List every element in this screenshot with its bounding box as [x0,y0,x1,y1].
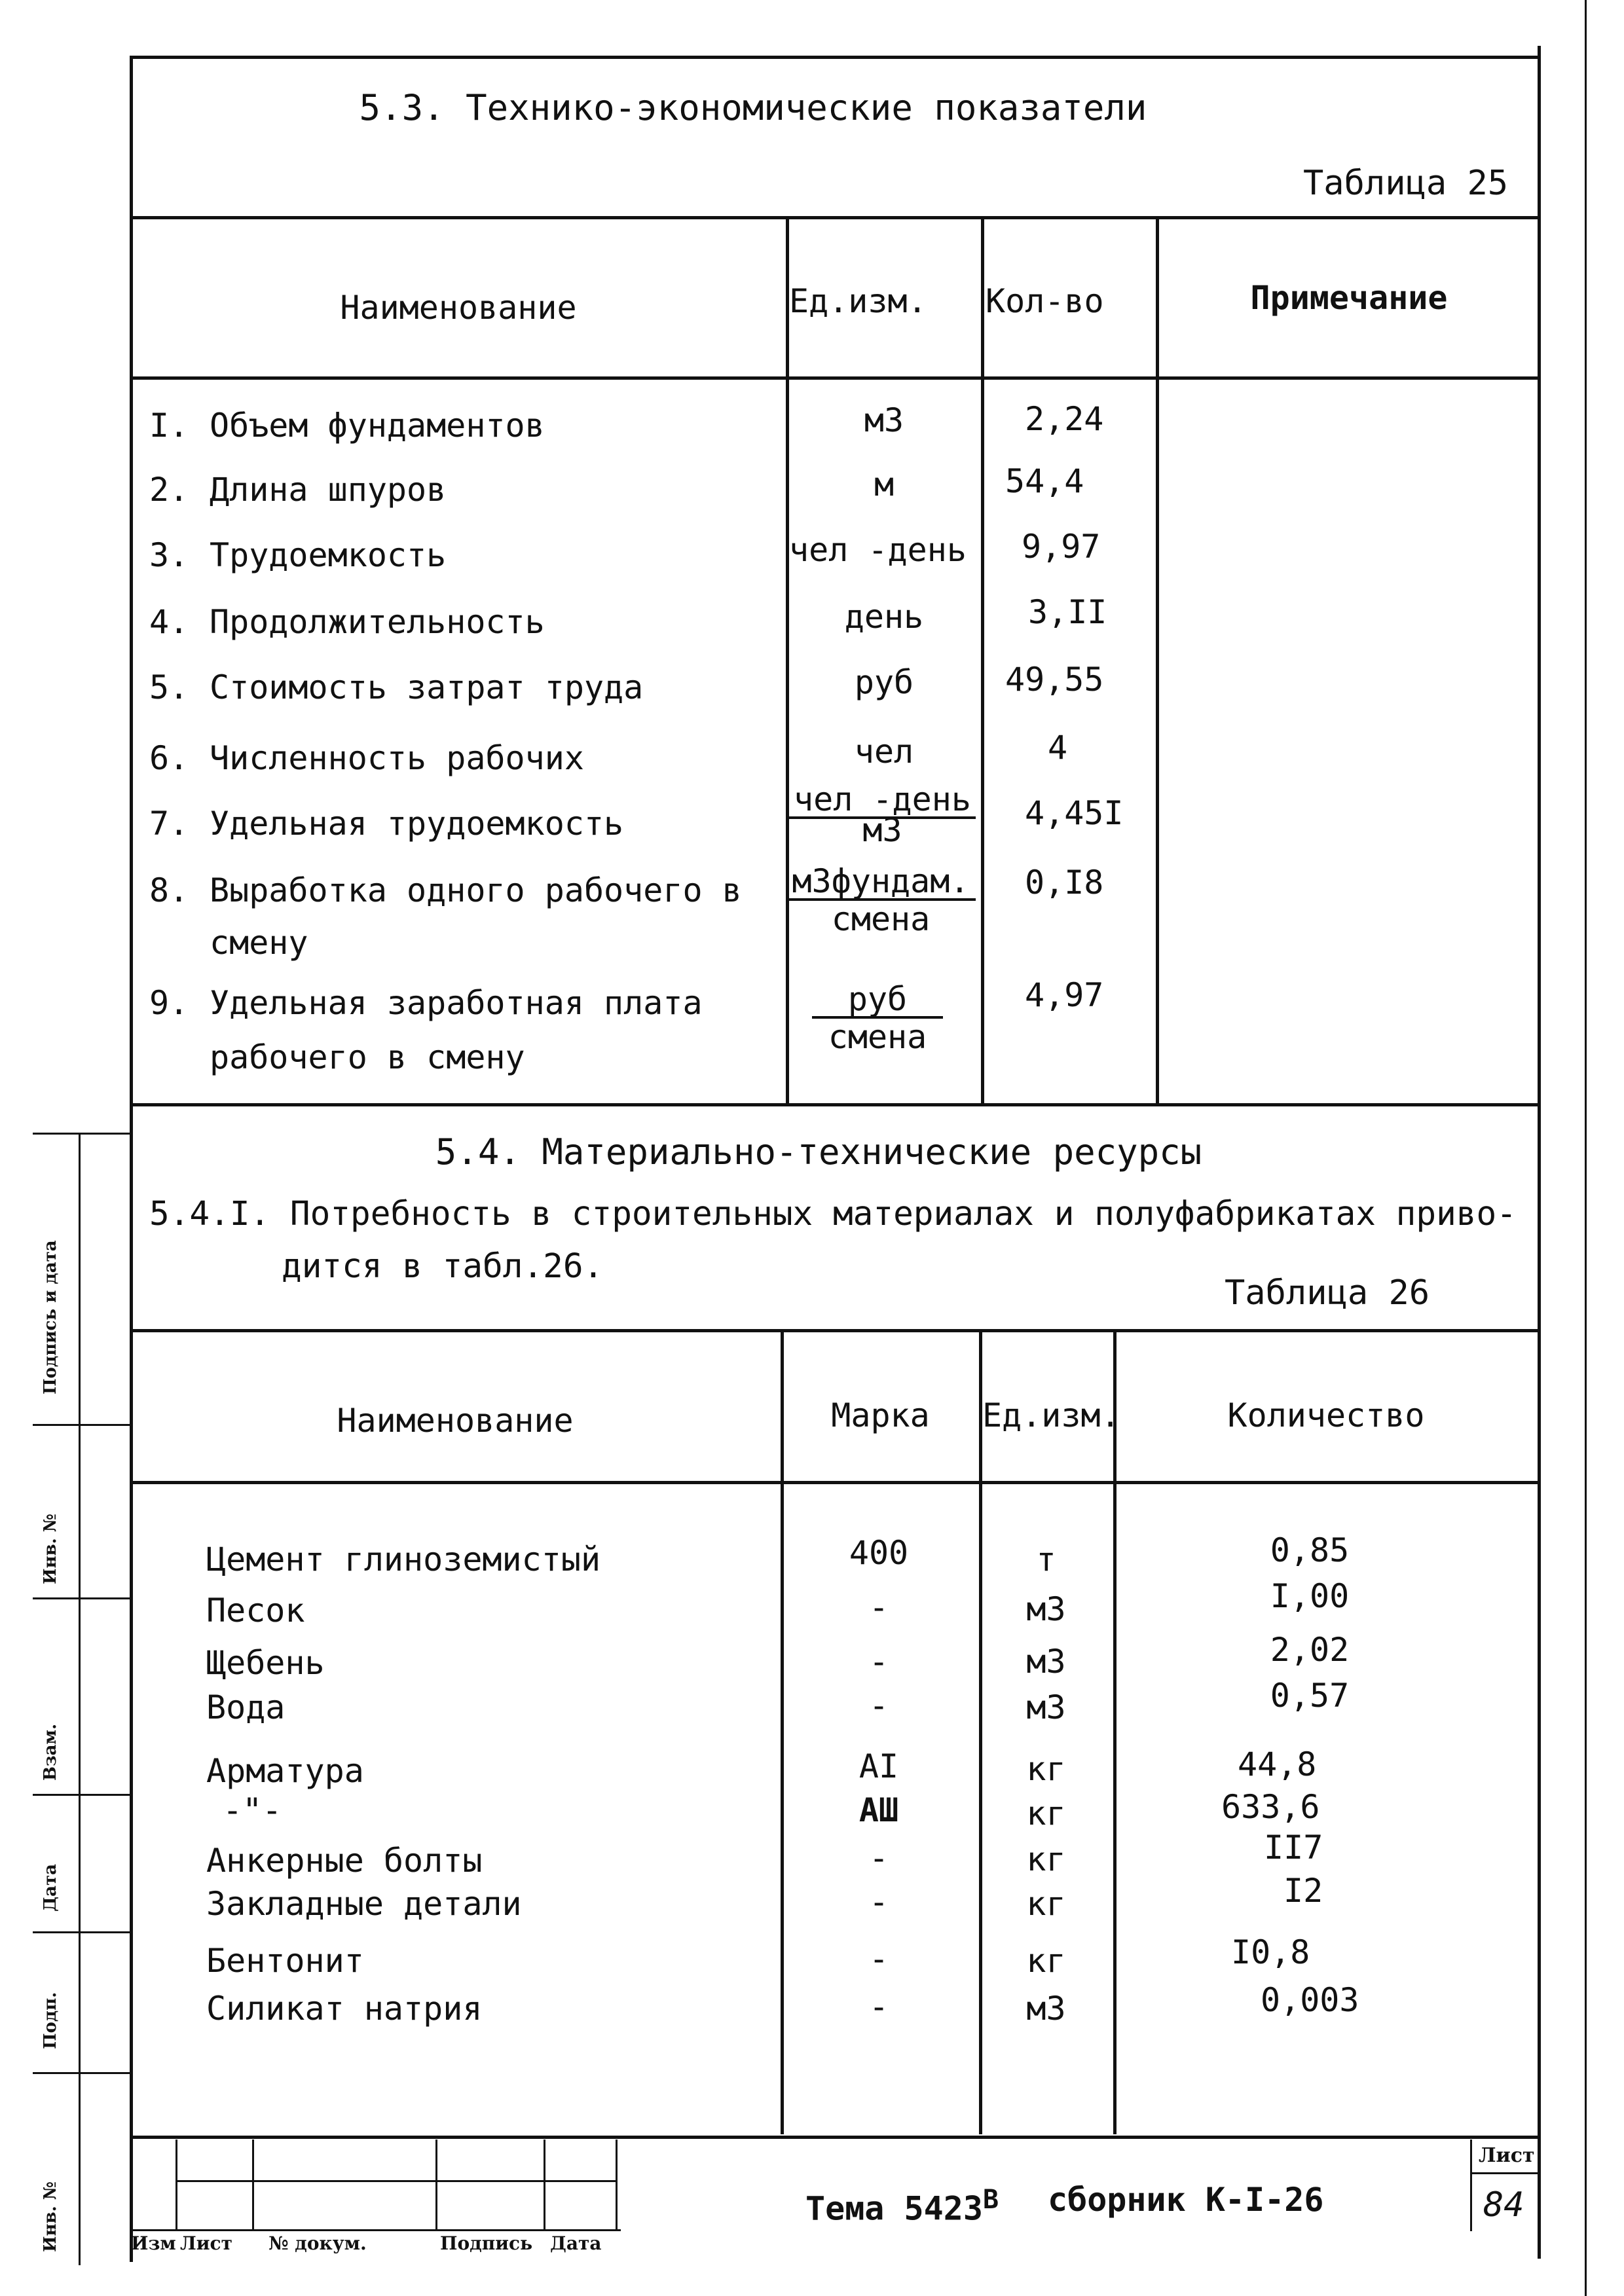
margin-label-inventory: Инв. № [41,2181,60,2252]
stamp-cell-divider [252,2140,254,2231]
sheet-cell-left-border [1470,2140,1472,2231]
margin-row-line [33,1133,130,1135]
section-53-title: 5.3. Технико-экономические показатели [359,87,1147,128]
material-brand: 400 [849,1534,909,1572]
fraction-denominator: смена [828,1018,927,1056]
table-25-col-divider-3 [1156,216,1159,1106]
material-brand: - [868,1588,889,1626]
material-unit: кг [1026,1942,1066,1980]
sheet-label: Лист [1479,2144,1535,2167]
material-unit: м3 [1026,1643,1066,1681]
stamp-label-signature: Подпись [440,2232,533,2254]
material-brand: - [868,1643,889,1681]
row-unit: чел [854,733,914,771]
table-26-col-divider-3 [1113,1329,1116,2134]
material-name: Песок [206,1592,305,1630]
table-25-header-qty: Кол-во [986,282,1104,320]
table-26-header-bottom [130,1481,1541,1484]
row-unit-fraction [789,780,976,849]
table-26-header-qty: Количество [1227,1396,1425,1434]
margin-label-signature: Подп. [41,1992,60,2049]
material-unit: кг [1026,1750,1066,1788]
table-26-top [130,1329,1541,1332]
material-name: Закладные детали [206,1885,522,1923]
material-unit: кг [1026,1840,1066,1878]
material-name: Щебень [206,1644,325,1682]
stamp-label-change: Изм [131,2232,176,2254]
row-number: 8. [149,871,189,909]
material-name: Арматура [206,1752,364,1790]
margin-column-line [79,1133,81,2265]
sheet-cell-divider [1470,2172,1539,2174]
sheet-number: 84 [1483,2185,1524,2225]
row-qty: 2,24 [1025,400,1104,438]
material-qty: 44,8 [1238,1745,1317,1783]
row-name: Объем фундаментов [210,407,545,445]
row-name: Численность рабочих [210,739,584,777]
row-unit-fraction [812,982,943,1055]
margin-row-line [33,2072,130,2074]
stamp-cell-divider [616,2140,618,2231]
material-unit: м3 [1026,1688,1066,1726]
material-qty: 0,57 [1270,1677,1350,1715]
row-name-continued: рабочего в смену [210,1038,525,1076]
stamp-label-date: Дата [550,2232,602,2254]
material-qty: I0,8 [1231,1933,1310,1971]
material-qty: 2,02 [1270,1631,1350,1669]
margin-row-line [33,1424,130,1426]
page-edge-line [1585,0,1587,2296]
stamp-label-doc-number: № докум. [268,2232,367,2254]
material-unit: кг [1026,1795,1066,1832]
row-qty: 4 [1048,729,1068,767]
material-name: Бентонит [206,1942,364,1980]
material-brand: - [868,1883,889,1921]
row-name: Выработка одного рабочего в [210,871,742,909]
material-name: Анкерные болты [206,1842,483,1880]
row-qty: 4,45I [1025,794,1124,832]
stamp-topic-text: Тема 5423 [805,2189,983,2228]
margin-label-date: Дата [41,1864,60,1912]
row-number: 6. [149,739,189,777]
table-25-header-unit: Ед.изм. [789,282,927,320]
table-25-col-divider-2 [981,216,984,1106]
row-qty: 49,55 [1005,661,1104,699]
row-unit: чел -день [789,531,967,569]
row-number: 2. [149,471,189,509]
table-25-header-name: Наименование [340,289,577,327]
margin-row-line [33,1597,130,1599]
stamp-topic [805,2180,999,2229]
material-name: Цемент глиноземистый [206,1540,601,1578]
fraction-denominator: м3 [862,811,902,849]
material-brand: AШ [858,1791,899,1829]
row-name: Трудоемкость [210,536,447,574]
row-name: Удельная трудоемкость [210,805,624,843]
row-name: Продолжительность [210,603,545,641]
material-name: Вода [206,1688,286,1726]
row-number: 7. [149,805,189,843]
fraction-numerator: руб [812,982,943,1019]
material-qty: II7 [1264,1829,1323,1867]
section-54-paragraph-line1: 5.4.I. Потребность в строительных материалах и полуфабрикатах приво- [149,1195,1517,1233]
material-unit: м3 [1026,1990,1066,2028]
row-number: 4. [149,603,189,641]
table-26-label: Таблица 26 [1225,1273,1430,1313]
stamp-row-line [175,2180,616,2182]
material-qty: I2 [1283,1872,1323,1910]
material-unit: кг [1026,1885,1066,1923]
margin-label-replacement: Взам. [41,1723,60,1781]
row-name: Длина шпуров [210,471,447,509]
table-25-header-bottom [130,376,1541,380]
row-unit: руб [854,663,914,701]
frame-left-border [130,56,133,2262]
margin-label-signature-date: Подпись и дата [41,1240,60,1394]
row-name: Стоимость затрат труда [210,668,644,706]
row-qty: 3,II [1028,593,1107,631]
row-number: I. [149,407,189,445]
row-number: 9. [149,984,189,1022]
material-name: Силикат натрия [206,1990,483,2028]
section-54-paragraph-line2: дится в табл.26. [282,1247,604,1286]
margin-row-line [33,1794,130,1796]
table-25-top [130,216,1541,219]
row-qty: 54,4 [1005,462,1084,500]
stamp-top-line [130,2136,1541,2139]
section-54-title: 5.4. Материально-технические ресурсы [435,1131,1202,1173]
material-name: -"- [223,1791,282,1829]
table-25-header-note: Примечание [1250,279,1448,317]
material-qty: 0,85 [1270,1531,1350,1569]
row-qty: 0,I8 [1025,864,1104,902]
stamp-topic-superscript: В [982,2185,999,2215]
material-brand: - [868,1940,889,1978]
row-unit: м3 [864,401,904,439]
material-unit: м3 [1026,1590,1066,1628]
row-unit: м [874,465,895,503]
fraction-numerator: чел -день [789,782,976,819]
row-unit: день [844,598,924,636]
row-qty: 4,97 [1025,976,1104,1014]
material-qty: 0,003 [1261,1981,1359,2019]
material-unit: т [1036,1540,1056,1578]
stamp-collection: сборник К-I-26 [1048,2181,1324,2219]
stamp-cell-divider [544,2140,545,2231]
row-name: Удельная заработная плата [210,984,703,1022]
margin-label-inventory-2: Инв. № [41,1513,60,1584]
material-qty: I,00 [1270,1577,1350,1615]
row-name-continued: смену [210,924,308,962]
margin-row-line [33,1931,130,1933]
stamp-row-line [130,2229,621,2231]
row-qty: 9,97 [1022,528,1101,566]
table-25-col-divider-1 [786,216,789,1106]
material-brand: - [868,1988,889,2026]
material-brand: - [868,1839,889,1877]
table-26-header-brand: Марка [831,1396,930,1434]
table-26-header-unit: Ед.изм. [982,1396,1120,1434]
stamp-cell-divider [175,2140,177,2231]
material-qty: 633,6 [1221,1788,1320,1826]
row-number: 5. [149,668,189,706]
table-25-label: Таблица 25 [1303,164,1509,203]
table-25-bottom [130,1103,1541,1106]
material-brand: AI [858,1747,899,1785]
stamp-cell-divider [435,2140,437,2231]
row-unit-fraction [786,864,976,938]
frame-top-border [130,56,1541,59]
material-brand: - [868,1686,889,1724]
fraction-denominator: смена [831,900,931,938]
fraction-numerator: м3фундам. [786,864,976,901]
row-number: 3. [149,536,189,574]
stamp-label-sheet: Лист [180,2232,232,2254]
table-26-header-name: Наименование [337,1402,574,1440]
